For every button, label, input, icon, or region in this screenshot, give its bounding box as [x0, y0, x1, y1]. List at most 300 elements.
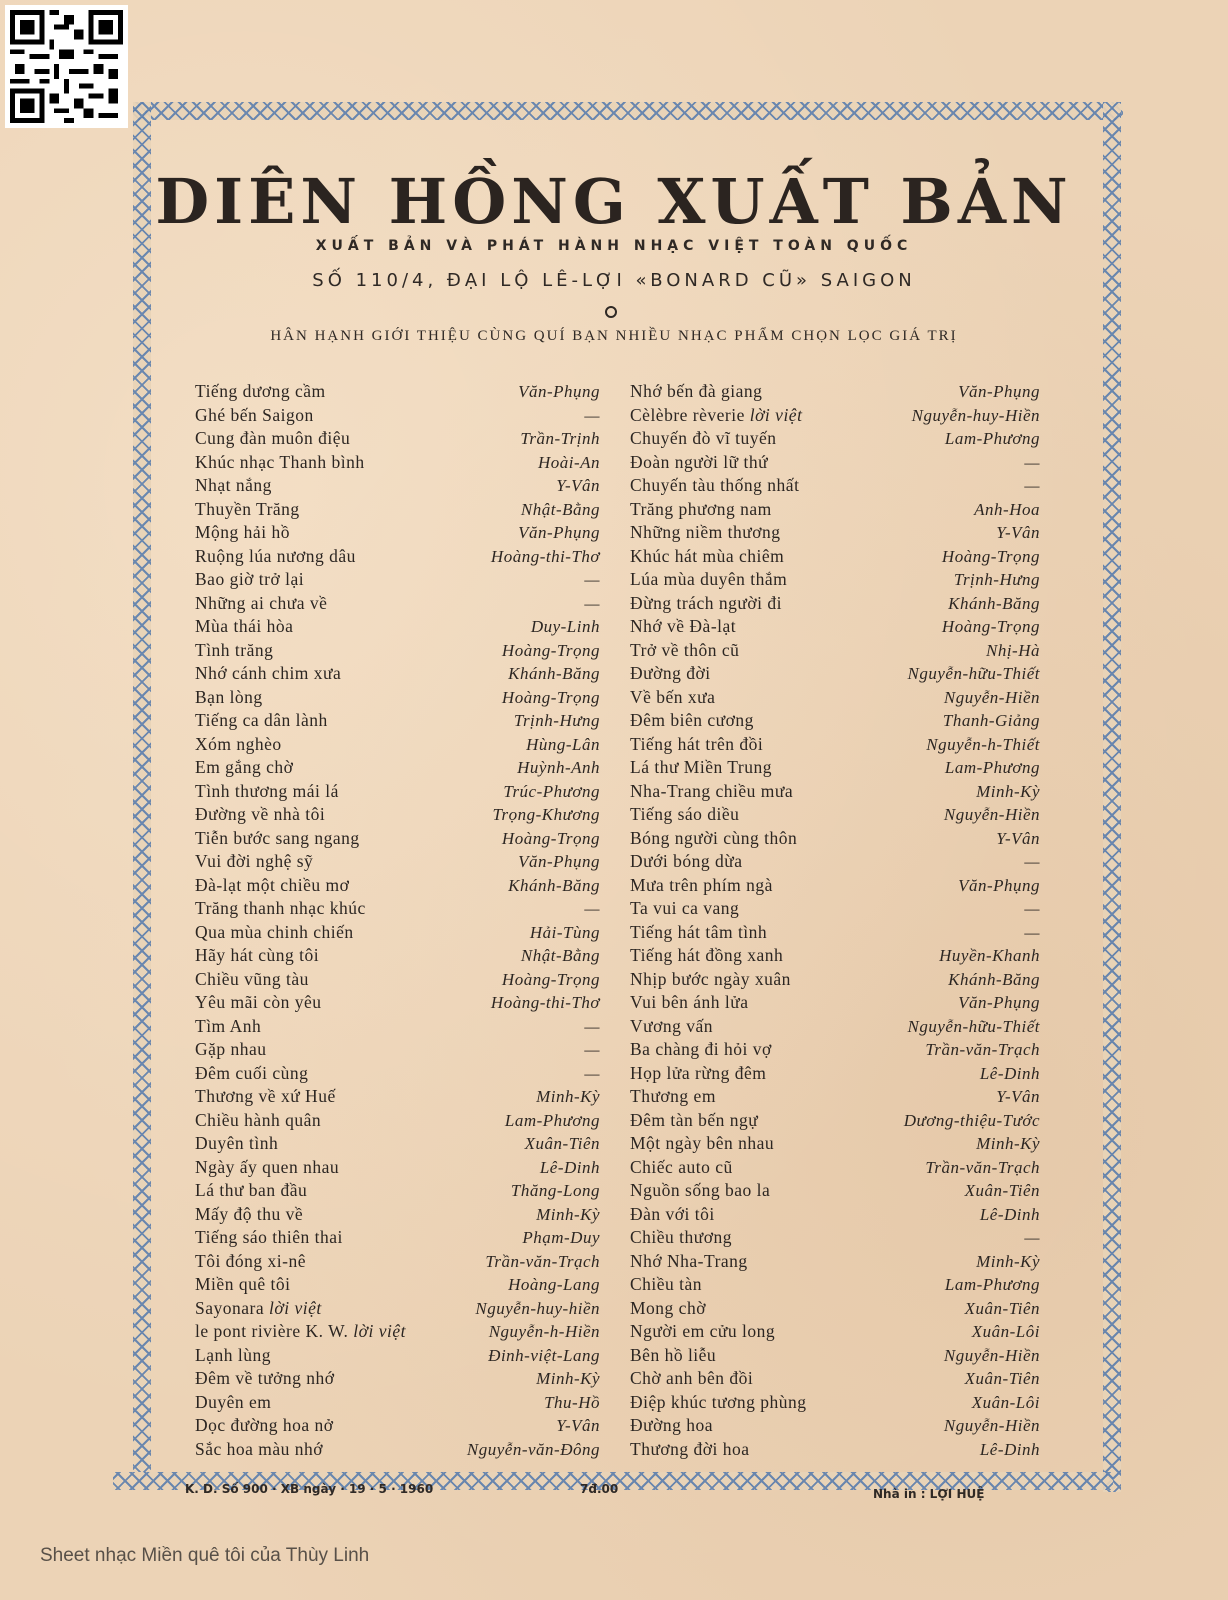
composer-name: Y-Vân: [996, 1087, 1040, 1106]
song-list-item: [620, 1344, 1040, 1368]
song-title: [195, 1015, 261, 1039]
song-list-item: [620, 1179, 1040, 1203]
song-title: [630, 1038, 772, 1062]
composer-name: Khánh-Băng: [948, 593, 1040, 613]
composer-name: Văn-Phụng: [518, 852, 600, 871]
song-title: [195, 427, 350, 451]
composer-name: Minh-Kỳ: [976, 781, 1040, 801]
song-title-text: Lúa mùa duyên thắm: [630, 569, 788, 589]
song-list-item: [185, 1156, 600, 1180]
song-list-item: [185, 897, 600, 921]
song-title: [630, 380, 762, 404]
song-title-text: Xóm nghèo: [195, 733, 282, 754]
song-title-text: Nhớ về Đà-lạt: [630, 616, 737, 636]
song-list-item: [620, 521, 1040, 545]
song-list-item: [620, 568, 1040, 592]
song-list-item: [185, 474, 600, 498]
song-list-item: [185, 1297, 600, 1321]
song-title: [630, 498, 772, 522]
song-title-text: Tôi đóng xi-nê: [195, 1250, 307, 1271]
song-title: [195, 592, 327, 616]
song-title-text: Thuyền Trăng: [195, 498, 300, 519]
song-title-text: Những niềm thương: [630, 522, 781, 542]
composer-name: Hoàng-thi-Thơ: [490, 546, 600, 566]
song-list-item: [620, 1367, 1040, 1391]
composer-name: Đinh-việt-Lang: [488, 1345, 600, 1365]
song-title: [195, 1179, 307, 1203]
song-title-text: Ruộng lúa nương dâu: [195, 545, 356, 566]
song-title: [630, 1109, 758, 1133]
song-title: [195, 568, 304, 592]
song-title-text: Trăng phương nam: [630, 498, 772, 519]
song-list-item: [620, 545, 1040, 569]
composer-name: —: [1024, 1228, 1040, 1247]
song-title-text: Cung đàn muôn điệu: [195, 428, 351, 448]
composer-name: —: [1024, 452, 1040, 472]
song-list-item: [620, 733, 1040, 757]
song-list-item: [620, 1226, 1040, 1250]
song-title: [195, 827, 360, 851]
song-list-item: [620, 1203, 1040, 1227]
composer-name: Nguyễn-h-Hiền: [488, 1322, 600, 1341]
song-list-item: [185, 921, 600, 945]
song-title: [195, 1132, 278, 1156]
song-title-text: Tiếng dương cầm: [195, 381, 326, 401]
song-title: [630, 1250, 748, 1274]
song-list-item: [185, 521, 600, 545]
song-title-text: Bao giờ trở lại: [195, 569, 305, 589]
song-list-item: [620, 1250, 1040, 1274]
song-title-text: Chuyến đò vĩ tuyến: [630, 428, 777, 448]
song-list-item: [620, 1414, 1040, 1438]
song-title-text: Chiều tàn: [630, 1274, 703, 1294]
song-title: [195, 639, 273, 663]
song-list-item: [185, 1438, 600, 1462]
song-title: [195, 733, 282, 757]
song-list-item: [620, 874, 1040, 898]
song-title-text: Đà-lạt một chiều mơ: [195, 874, 350, 895]
song-list-item: [185, 380, 600, 404]
song-title: [195, 991, 322, 1015]
song-title: [195, 1391, 271, 1415]
composer-name: Hoàng-Trọng: [941, 546, 1040, 566]
song-title-text: Lạnh lùng: [195, 1344, 271, 1365]
song-list-item: [620, 686, 1040, 710]
song-title-text: Tiếng sáo diều: [630, 804, 740, 824]
composer-name: Trần-Trịnh: [520, 429, 600, 448]
song-list-item: [185, 568, 600, 592]
composer-name: Khánh-Băng: [508, 875, 600, 895]
song-title: [195, 709, 328, 733]
composer-name: Lê-Dinh: [979, 1204, 1040, 1224]
composer-name: Trần-văn-Trạch: [925, 1157, 1040, 1177]
song-title: [195, 615, 293, 639]
composer-name: Hoàng-Trọng: [501, 828, 600, 848]
song-list-item: [185, 1320, 600, 1344]
song-title: [630, 1132, 774, 1156]
circle-ornament-icon: [605, 306, 617, 318]
song-title: [195, 780, 339, 804]
song-title-text: Chiếc auto cũ: [630, 1156, 733, 1177]
composer-name: Lam-Phương: [944, 758, 1040, 777]
song-title: [195, 1109, 321, 1133]
composer-name: Trịnh-Hưng: [513, 711, 600, 730]
song-title-text: Về bến xưa: [630, 686, 716, 707]
composer-name: Thăng-Long: [510, 1181, 600, 1200]
song-list-item: [620, 662, 1040, 686]
song-title: [630, 592, 782, 616]
song-title-text: Đừng trách người đi: [630, 592, 782, 613]
song-title-text: Em gắng chờ: [195, 757, 294, 777]
song-title: [630, 686, 715, 710]
song-title: [195, 944, 319, 968]
composer-name: Hải-Tùng: [529, 922, 600, 942]
song-title: [630, 1414, 713, 1438]
image-caption: Sheet nhạc Miền quê tôi của Thùy Linh: [40, 1545, 370, 1566]
song-list-item: [185, 780, 600, 804]
song-title: [630, 521, 780, 545]
song-list-item: [185, 733, 600, 757]
song-title-text: Yêu mãi còn yêu: [195, 992, 322, 1012]
song-list-item: [620, 427, 1040, 451]
composer-name: —: [1024, 852, 1040, 871]
composer-name: Nguyễn-h-Thiết: [926, 734, 1040, 754]
song-title: [195, 1250, 306, 1274]
song-list-item: [620, 803, 1040, 827]
composer-name: Trúc-Phương: [503, 781, 600, 801]
song-list-item: [185, 991, 600, 1015]
song-title: [195, 686, 263, 710]
song-title: [630, 1344, 716, 1368]
song-title: [195, 1085, 336, 1109]
song-title-text: Tình thương mái lá: [195, 780, 339, 801]
lyrics-note: lời việt: [353, 1321, 406, 1341]
composer-name: Hoàng-Trọng: [501, 687, 600, 707]
composer-name: —: [584, 1063, 600, 1083]
song-list-item: [185, 451, 600, 475]
song-list-item: [620, 756, 1040, 780]
song-title: [195, 1156, 339, 1180]
song-title: [630, 968, 791, 992]
song-title: [195, 451, 365, 475]
song-list-item: [185, 1250, 600, 1274]
song-title-text: Đêm biên cương: [630, 710, 754, 730]
song-title-text: Tìm Anh: [195, 1015, 262, 1036]
composer-name: —: [1024, 476, 1040, 495]
song-title-text: Chiều thương: [630, 1227, 733, 1247]
song-title: [195, 1414, 334, 1438]
song-title-text: Nhịp bước ngày xuân: [630, 968, 791, 989]
song-title-text: Sắc hoa màu nhớ: [195, 1438, 324, 1459]
song-title: [630, 897, 739, 921]
composer-name: Hoàng-Trọng: [501, 969, 600, 989]
song-list-item: [185, 1226, 600, 1250]
song-title-text: Thương đời hoa: [630, 1438, 750, 1459]
song-list-item: [185, 1038, 600, 1062]
border-top: [133, 102, 1123, 120]
song-title-text: Miền quê tôi: [195, 1274, 291, 1294]
composer-name: —: [1024, 922, 1040, 942]
song-title: [195, 380, 326, 404]
composer-name: Phạm-Duy: [522, 1228, 600, 1247]
intro-line: HÂN HẠNH GIỚI THIỆU CÙNG QUÍ BẠN NHIỀU NHẠC PHẨM CHỌN LỌC GIÁ TRỊ: [270, 328, 958, 344]
song-title-text: Nhạt nắng: [195, 475, 272, 495]
song-list-item: [620, 850, 1040, 874]
composer-name: Hùng-Lân: [526, 734, 600, 754]
song-title-text: Khúc nhạc Thanh bình: [195, 451, 365, 472]
composer-name: Hoàng-Trọng: [501, 640, 600, 660]
song-list-item: [185, 756, 600, 780]
song-title: [630, 709, 754, 733]
song-list-item: [620, 991, 1040, 1015]
song-title-text: Lá thư ban đầu: [195, 1180, 308, 1200]
song-list-item: [185, 615, 600, 639]
song-title: [630, 568, 787, 592]
song-title-text: Đêm tàn bến ngự: [630, 1109, 759, 1130]
song-title: [630, 1156, 733, 1180]
song-title: [630, 944, 783, 968]
composer-name: Dương-thiệu-Tước: [903, 1110, 1040, 1130]
song-title: [630, 827, 797, 851]
song-list-item: [185, 1179, 600, 1203]
composer-name: Y-Vân: [556, 476, 600, 495]
song-title: [630, 1179, 770, 1203]
composer-name: Nguyễn-Hiền: [943, 1345, 1040, 1365]
composer-name: Khánh-Băng: [948, 969, 1040, 989]
song-list-item: [185, 592, 600, 616]
composer-name: Anh-Hoa: [974, 499, 1040, 519]
song-title-text: Ba chàng đi hỏi vợ: [630, 1039, 772, 1059]
song-list-item: [185, 874, 600, 898]
song-title-text: Tình trăng: [195, 639, 274, 660]
song-title-text: Đêm về tưởng nhớ: [195, 1368, 335, 1388]
composer-name: Nguyễn-huy-Hiền: [911, 405, 1040, 425]
song-title-text: Ta vui ca vang: [630, 898, 740, 918]
composer-name: Huỳnh-Anh: [517, 758, 600, 777]
song-title-text: Lá thư Miền Trung: [630, 757, 772, 777]
song-title-text: Đường đời: [630, 663, 711, 683]
composer-name: Nguyễn-huy-hiền: [475, 1298, 600, 1318]
song-list-item: [620, 1391, 1040, 1415]
song-list-item: [185, 1273, 600, 1297]
composer-name: Nguyễn-Hiền: [943, 1416, 1040, 1435]
song-title: [195, 521, 290, 545]
song-title-text: Những ai chưa về: [195, 592, 328, 613]
song-title: [630, 921, 767, 945]
composer-name: Lam-Phương: [944, 429, 1040, 448]
song-title-text: Người em cửu long: [630, 1321, 776, 1341]
song-title-text: Gặp nhau: [195, 1039, 267, 1059]
song-list-item: [185, 1062, 600, 1086]
song-list-left: [185, 380, 600, 1461]
song-title-text: Tiếng hát trên đồi: [630, 733, 764, 754]
song-list-item: [185, 968, 600, 992]
composer-name: Văn-Phụng: [958, 382, 1040, 401]
composer-name: —: [1024, 899, 1040, 918]
song-list-item: [185, 1085, 600, 1109]
composer-name: Hoàng-Lang: [508, 1275, 600, 1294]
song-title-text: Đêm cuối cùng: [195, 1062, 309, 1083]
composer-name: Nguyễn-hữu-Thiết: [907, 1016, 1040, 1036]
composer-name: Minh-Kỳ: [976, 1251, 1040, 1271]
composer-name: —: [584, 593, 600, 613]
song-title-text: Tiếng sáo thiên thai: [195, 1227, 343, 1247]
song-title-text: Bóng người cùng thôn: [630, 827, 798, 848]
song-title-text: Đường về nhà tôi: [195, 804, 326, 824]
license-number: K. D. Số 900 · XB ngày · 19 · 5 · 1960: [185, 1482, 434, 1496]
composer-name: Lam-Phương: [944, 1275, 1040, 1294]
song-title: [630, 1203, 715, 1227]
song-list-item: [620, 498, 1040, 522]
song-title-text: Trở về thôn cũ: [630, 639, 740, 660]
qr-code[interactable]: [5, 5, 128, 128]
song-list-item: [620, 592, 1040, 616]
song-title: [630, 1273, 702, 1297]
composer-name: Hoài-An: [537, 452, 600, 472]
song-list-item: [185, 1367, 600, 1391]
composer-name: Y-Vân: [996, 828, 1040, 848]
song-list-item: [620, 1438, 1040, 1462]
song-title: [195, 850, 313, 874]
song-list-item: [620, 1273, 1040, 1297]
song-title-text: Tiếng ca dân lành: [195, 710, 328, 730]
qr-code-icon: [5, 5, 128, 128]
song-title-text: Trăng thanh nhạc khúc: [195, 898, 366, 918]
composer-name: Huyền-Khanh: [939, 946, 1040, 965]
song-list-item: [185, 498, 600, 522]
song-title: [630, 545, 784, 569]
song-title: [195, 1367, 335, 1391]
song-title-text: Nguồn sống bao la: [630, 1180, 771, 1200]
publisher-title: DIÊN HỒNG XUẤT BẢN: [155, 165, 1073, 238]
composer-name: —: [584, 899, 600, 918]
composer-name: Thanh-Giảng: [942, 711, 1040, 730]
publisher-subtitle: XUẤT BẢN VÀ PHÁT HÀNH NHẠC VIỆT TOÀN QUỐC: [315, 238, 913, 254]
song-title: [195, 474, 272, 498]
composer-name: Hoàng-Trọng: [941, 617, 1040, 636]
song-title-text: Tiếng hát đồng xanh: [630, 945, 784, 965]
song-title: [195, 874, 349, 898]
song-list-item: [620, 1297, 1040, 1321]
song-title: [195, 1038, 267, 1062]
song-title: [195, 1344, 271, 1368]
composer-name: Trần-văn-Trạch: [925, 1040, 1040, 1059]
song-title-text: Dọc đường hoa nở: [195, 1415, 334, 1435]
composer-name: Văn-Phụng: [518, 523, 600, 542]
composer-name: Xuân-Tiên: [524, 1134, 600, 1153]
song-title: [630, 1226, 732, 1250]
song-title: [630, 1367, 753, 1391]
composer-name: Lê-Dinh: [979, 1439, 1040, 1459]
song-list-item: [185, 545, 600, 569]
song-title: [195, 1226, 343, 1250]
song-list-item: [620, 380, 1040, 404]
song-title-text: Thương về xứ Huế: [195, 1086, 336, 1106]
song-title: [630, 615, 736, 639]
song-title-text: Đàn với tôi: [630, 1203, 715, 1224]
song-title: [195, 1062, 308, 1086]
song-title: [195, 756, 293, 780]
song-title: [195, 1320, 406, 1344]
song-title-text: Tiếng hát tâm tình: [630, 921, 768, 942]
song-title-text: Thương em: [630, 1086, 716, 1106]
song-title: [630, 1391, 807, 1415]
song-title: [630, 756, 772, 780]
song-list-item: [185, 709, 600, 733]
song-list-item: [620, 1015, 1040, 1039]
song-title: [195, 1273, 290, 1297]
composer-name: Hoàng-thi-Thơ: [490, 993, 600, 1012]
song-title-text: Hãy hát cùng tôi: [195, 945, 320, 965]
song-title: [630, 733, 763, 757]
composer-name: —: [584, 405, 600, 425]
composer-name: Trịnh-Hưng: [953, 570, 1040, 589]
composer-name: Xuân-Lôi: [971, 1322, 1040, 1341]
song-list-item: [185, 803, 600, 827]
song-title-text: Bạn lòng: [195, 686, 263, 707]
lyrics-note: lời việt: [269, 1297, 322, 1318]
song-title-text: Nhớ cánh chim xưa: [195, 663, 342, 683]
song-list-item: [620, 968, 1040, 992]
composer-name: Trọng-Khương: [492, 805, 600, 824]
composer-name: Văn-Phụng: [958, 875, 1040, 895]
composer-name: Văn-Phụng: [518, 382, 600, 401]
song-list-item: [620, 1038, 1040, 1062]
song-list-item: [185, 639, 600, 663]
composer-name: Trần-văn-Trạch: [485, 1251, 600, 1271]
song-title: [630, 474, 799, 498]
song-title: [195, 803, 325, 827]
composer-name: Nguyễn-Hiền: [943, 805, 1040, 824]
song-title-text: Ngày ấy quen nhau: [195, 1156, 340, 1177]
song-list-item: [185, 1203, 600, 1227]
song-title-text: Họp lửa rừng đêm: [630, 1062, 767, 1083]
song-list-item: [620, 827, 1040, 851]
composer-name: —: [584, 1040, 600, 1059]
song-list-item: [185, 1015, 600, 1039]
composer-name: Minh-Kỳ: [536, 1087, 600, 1106]
song-title-text: Nhớ Nha-Trang: [630, 1250, 748, 1271]
composer-name: Minh-Kỳ: [976, 1134, 1040, 1153]
composer-name: Nguyễn-Hiền: [943, 687, 1040, 707]
song-list-item: [620, 944, 1040, 968]
song-title-text: Mưa trên phím ngà: [630, 874, 773, 895]
composer-name: Nguyễn-hữu-Thiết: [907, 664, 1040, 683]
composer-name: Minh-Kỳ: [536, 1204, 600, 1224]
song-title: [195, 921, 354, 945]
song-title-text: Nha-Trang chiều mưa: [630, 780, 794, 801]
song-list-item: [620, 451, 1040, 475]
song-title-text: Qua mùa chinh chiến: [195, 921, 354, 942]
song-title-text: Mấy độ thu về: [195, 1203, 304, 1224]
song-list-item: [185, 662, 600, 686]
song-title-text: Chiều hành quân: [195, 1109, 322, 1130]
song-title: [630, 1297, 706, 1321]
song-list-item: [620, 897, 1040, 921]
song-title-text: Chuyến tàu thống nhất: [630, 475, 800, 495]
song-title-text: Khúc hát mùa chiêm: [630, 545, 785, 566]
song-list-right: [620, 380, 1040, 1461]
song-list-item: [620, 1085, 1040, 1109]
song-title-text: Đoàn người lữ thứ: [630, 451, 769, 472]
song-title-text: Vui đời nghệ sỹ: [195, 851, 314, 871]
song-title-text: Tiễn bước sang ngang: [195, 827, 360, 848]
composer-name: Duy-Linh: [530, 617, 600, 636]
song-list-item: [620, 1062, 1040, 1086]
composer-name: Xuân-Lôi: [971, 1392, 1040, 1412]
song-title: [630, 1015, 713, 1039]
song-title: [195, 662, 341, 686]
